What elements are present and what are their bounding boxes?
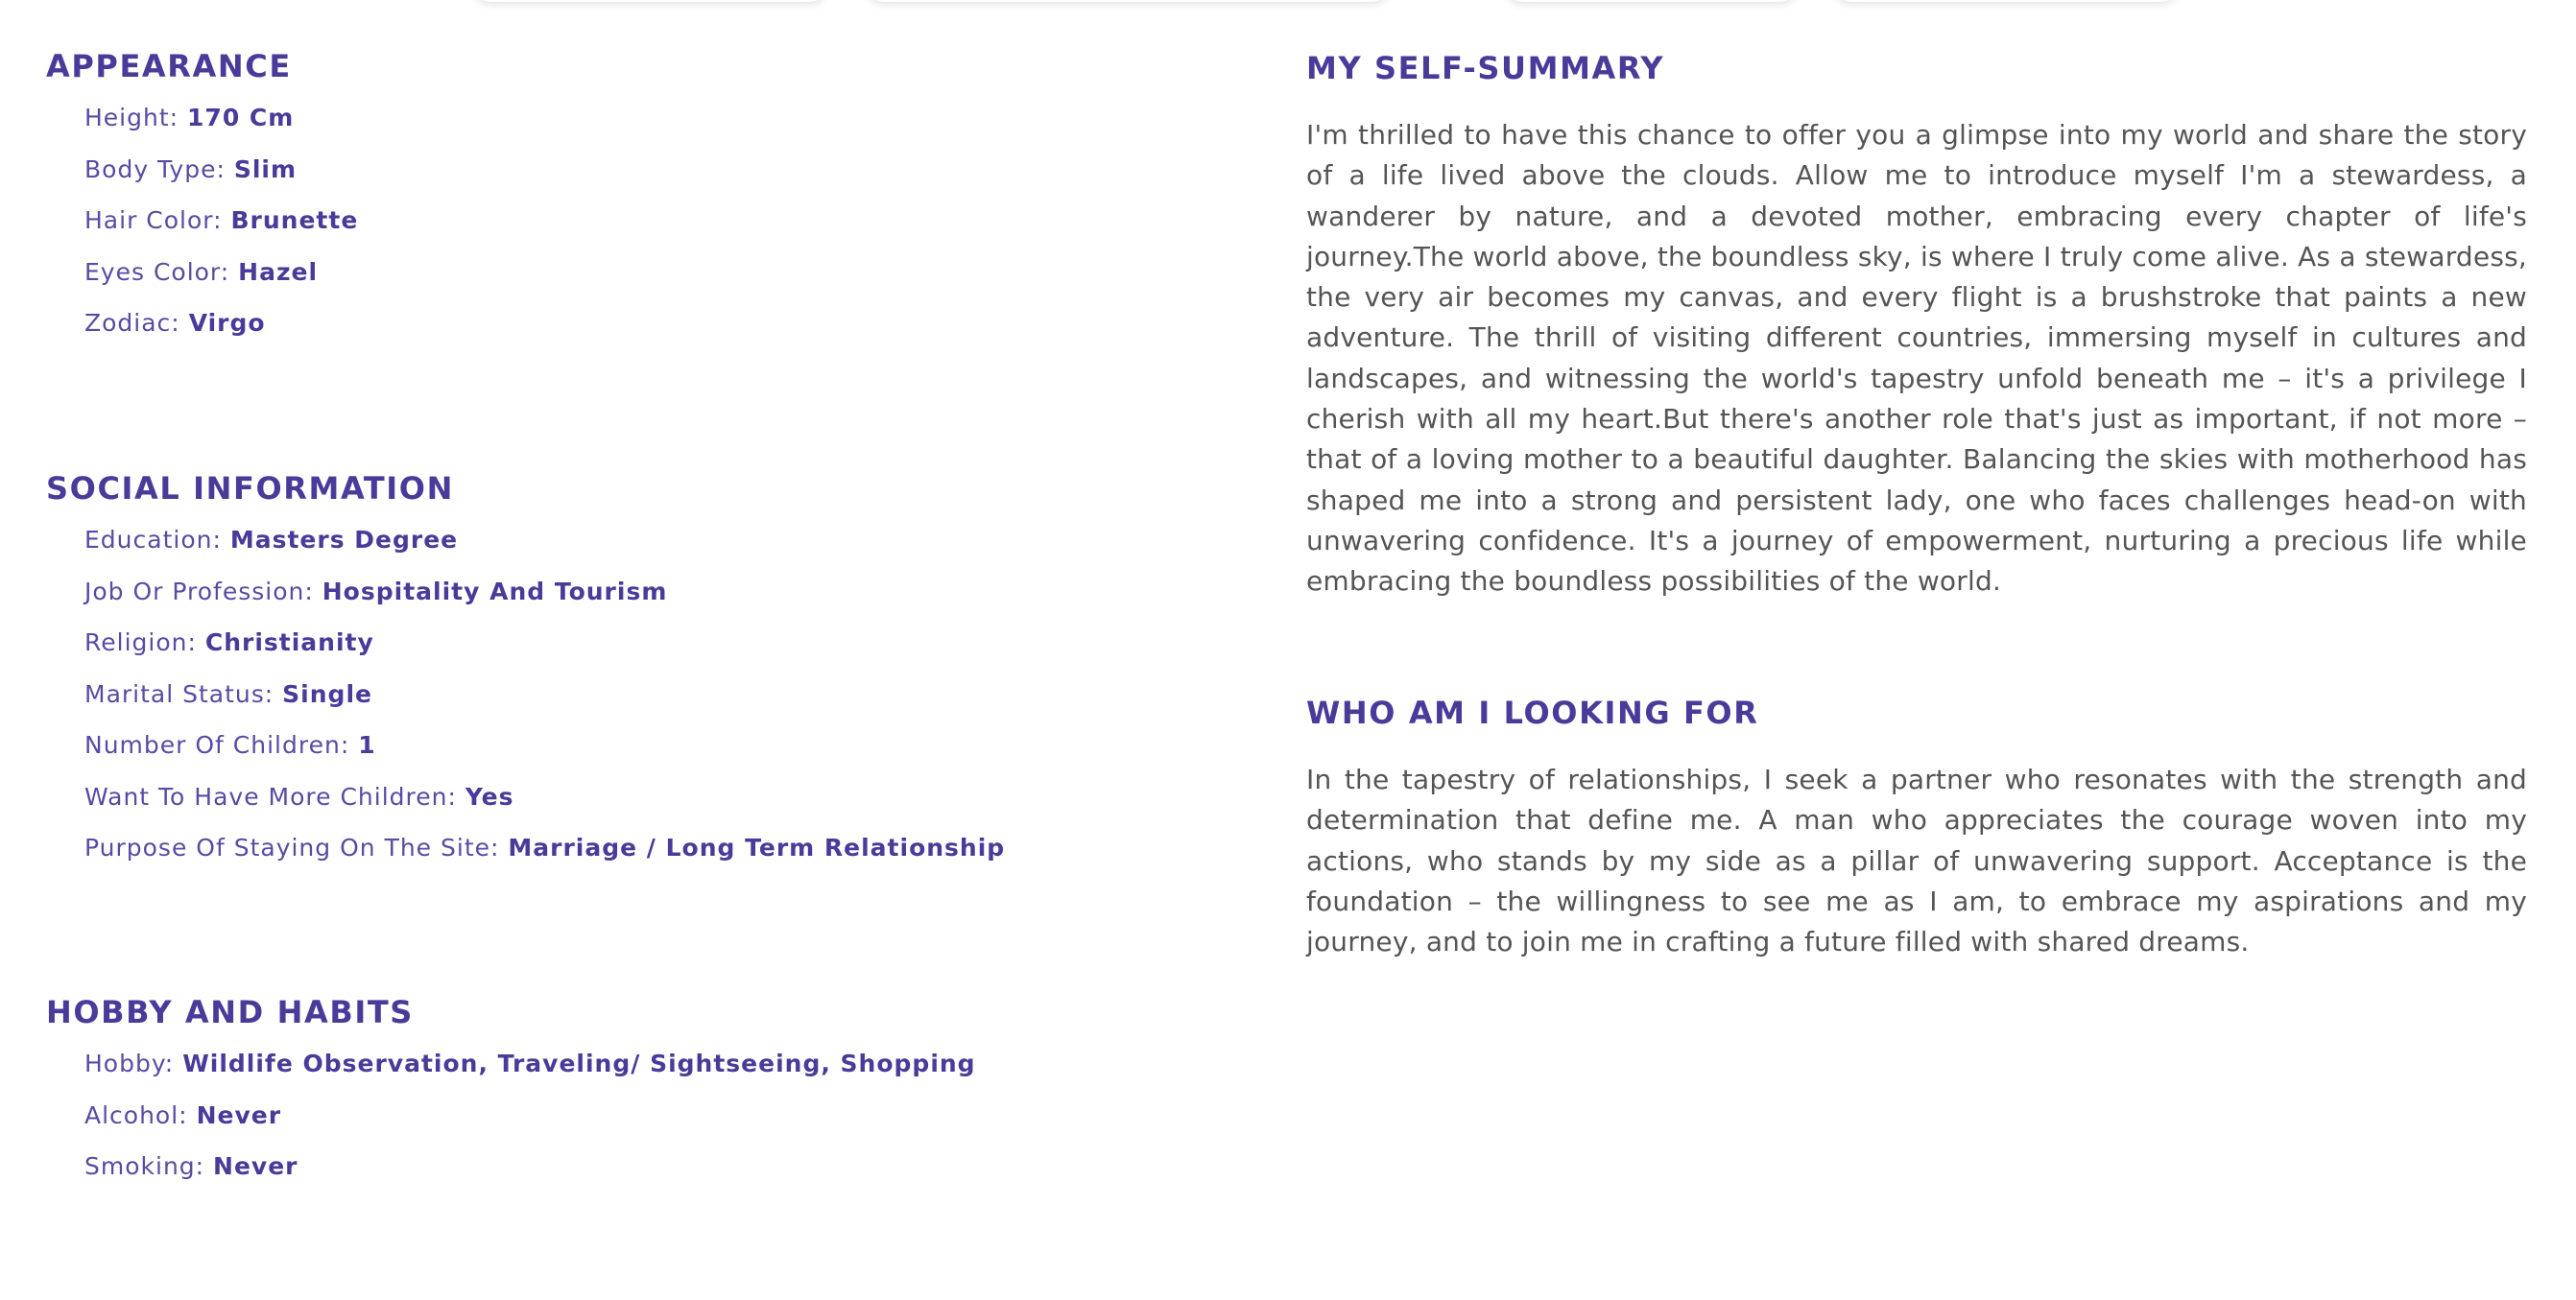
attribute-label: Hobby: bbox=[84, 1050, 175, 1077]
attribute-label: Education: bbox=[84, 526, 222, 554]
social-information-title: SOCIAL INFORMATION bbox=[46, 470, 454, 507]
looking-for-text: In the tapestry of relationships, I seek a partner who resonates with the strength and determination that define me. A man who appreciates the courage woven into my actions, who stands by my side as a pillar of unwavering support. Acceptance is the foundation – the willingness to see me as I am, to embrace my aspirations and my journey, and to join me in crafting a future filled with shared dreams. bbox=[1306, 764, 2527, 958]
attribute-label: Number Of Children: bbox=[84, 731, 350, 759]
top-tab[interactable] bbox=[1831, 0, 2182, 2]
hobby-and-habits-title: HOBBY AND HABITS bbox=[46, 994, 414, 1030]
attribute-purpose-of-staying bbox=[84, 822, 1005, 874]
attribute-hair-color bbox=[84, 195, 358, 247]
attribute-alcohol bbox=[84, 1090, 976, 1142]
attribute-label: Eyes Color: bbox=[84, 257, 230, 286]
attribute-label: Height: bbox=[84, 104, 179, 131]
attribute-height bbox=[84, 92, 358, 144]
appearance-section bbox=[46, 44, 358, 349]
attribute-value: Yes bbox=[465, 782, 514, 811]
hobby-and-habits-section bbox=[46, 990, 976, 1193]
looking-for-section bbox=[1306, 691, 2527, 962]
top-tab[interactable] bbox=[470, 0, 830, 2]
attribute-value: Virgo bbox=[188, 309, 266, 337]
appearance-list bbox=[84, 92, 358, 349]
attribute-value: Slim bbox=[233, 154, 298, 183]
attribute-value: Never bbox=[213, 1152, 298, 1180]
attribute-profession bbox=[84, 566, 1005, 618]
attribute-religion bbox=[84, 617, 1005, 669]
self-summary-text: I'm thrilled to have this chance to offer you a glimpse into my world and share the story of a life lived above the clouds. Allow me to introduce myself I'm a stewardess, a wanderer by nature, and a devoted mother, embracing every chapter of life's journey.The world above, the boundless sky, is where I truly come alive. As a stewardess, the very air becomes my canvas, and every flight is a brushstroke that paints a new adventure. The thrill of visiting different countries, immersing myself in cultures and landscapes, and witnessing the world's tapestry unfold beneath me – it's a privilege I cherish with all my heart.But there's another role that's just as important, if not more – that of a loving mother to a beautiful daughter. Balancing the skies with motherhood has shaped me into a strong and persistent lady, one who faces challenges head-on with unwavering confidence. It's a journey of empowerment, nurturing a precious life while embracing the boundless possibilities of the world. bbox=[1306, 119, 2527, 598]
attribute-label: Want To Have More Children: bbox=[84, 782, 457, 811]
attribute-value: 1 bbox=[358, 731, 376, 759]
attribute-smoking bbox=[84, 1141, 976, 1193]
attribute-value: Hazel bbox=[238, 257, 319, 286]
top-tab[interactable] bbox=[1502, 0, 1800, 2]
attribute-number-of-children bbox=[84, 720, 1005, 771]
appearance-title: APPEARANCE bbox=[46, 48, 292, 84]
attribute-label: Smoking: bbox=[84, 1152, 205, 1180]
attribute-value: Single bbox=[282, 679, 372, 708]
attribute-value: Never bbox=[196, 1100, 282, 1129]
looking-for-title: WHO AM I LOOKING FOR bbox=[1306, 695, 1759, 731]
attribute-value: Wildlife Observation, Traveling/ Sightseeing, Shopping bbox=[182, 1050, 976, 1077]
attribute-label: Job Or Profession: bbox=[84, 577, 314, 605]
attribute-label: Purpose Of Staying On The Site: bbox=[84, 834, 500, 862]
attribute-value: Christianity bbox=[204, 628, 374, 656]
social-information-section bbox=[46, 466, 1005, 874]
attribute-want-more-children bbox=[84, 771, 1005, 823]
attribute-hobby bbox=[84, 1038, 976, 1090]
self-summary-section bbox=[1306, 46, 2527, 603]
attribute-label: Alcohol: bbox=[84, 1100, 188, 1129]
attribute-value: Hospitality And Tourism bbox=[322, 577, 668, 605]
social-information-list bbox=[84, 514, 1005, 874]
attribute-label: Body Type: bbox=[84, 154, 226, 183]
attribute-label: Zodiac: bbox=[84, 309, 180, 337]
top-tab-strip bbox=[0, 0, 2576, 2]
attribute-body-type bbox=[84, 144, 358, 196]
attribute-label: Hair Color: bbox=[84, 206, 223, 234]
attribute-eyes-color bbox=[84, 247, 358, 298]
hobby-and-habits-list bbox=[84, 1038, 976, 1193]
self-summary-title: MY SELF-SUMMARY bbox=[1306, 50, 1665, 86]
attribute-value: Brunette bbox=[230, 206, 359, 234]
attribute-marital-status bbox=[84, 669, 1005, 721]
attribute-value: Masters Degree bbox=[229, 526, 459, 554]
attribute-zodiac bbox=[84, 297, 358, 349]
top-tab[interactable] bbox=[864, 0, 1392, 2]
attribute-label: Marital Status: bbox=[84, 679, 274, 708]
attribute-label: Religion: bbox=[84, 628, 197, 656]
attribute-education bbox=[84, 514, 1005, 566]
attribute-value: Marriage / Long Term Relationship bbox=[508, 834, 1006, 862]
attribute-value: 170 Cm bbox=[187, 104, 295, 131]
